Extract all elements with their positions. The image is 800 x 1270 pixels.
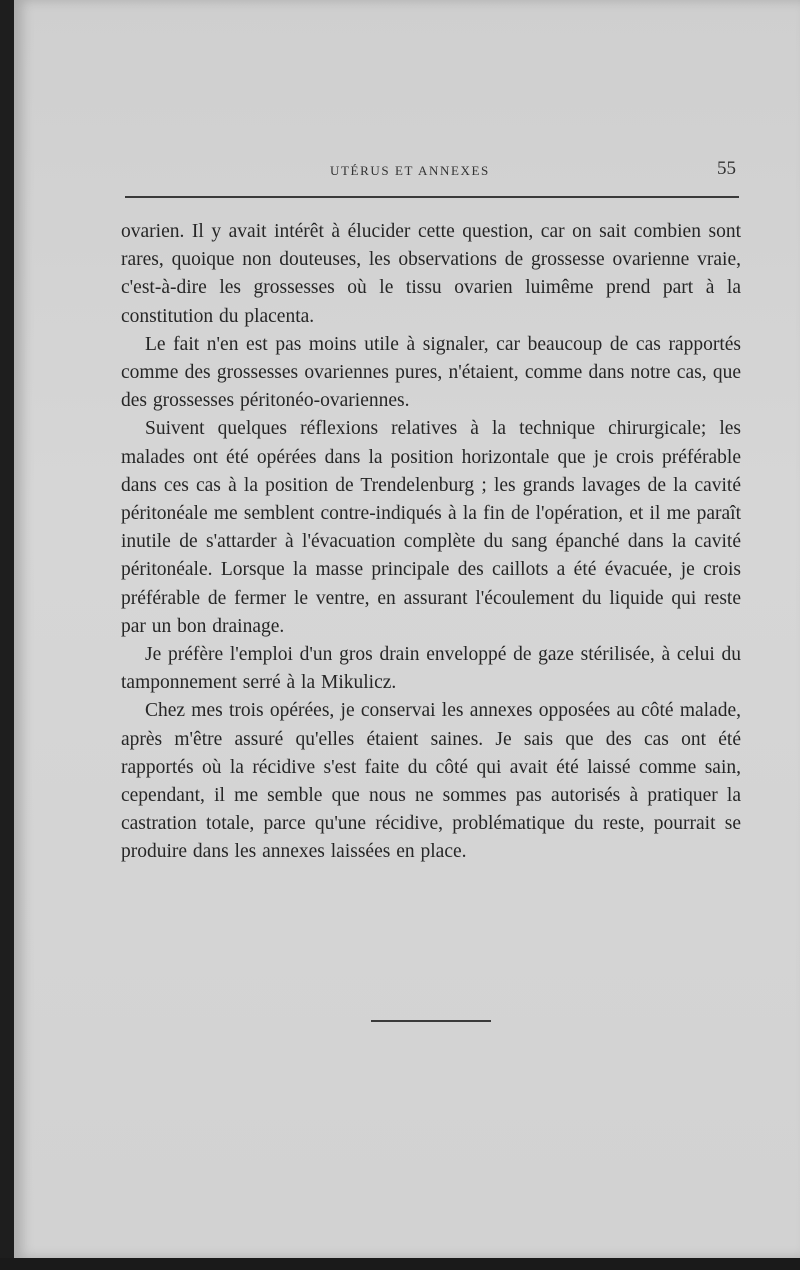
page-number: 55 [717,158,736,179]
paragraph: ovarien. Il y avait intérêt à élucider cette question, car on sait combien sont rares, quoique non douteuses, les observations de grossesse ovarienne vraie, c'est-à-dire les grossesses où le tissu ovarien luimême prend part à la constitution du placenta. [121,221,741,327]
paragraph: Le fait n'en est pas moins utile à signaler, car beaucoup de cas rapportés comme des grossesses ovariennes pures, n'étaient, comme dans notre cas, que des grossesses péritonéo-ovariennes. [121,333,741,412]
paragraph: Je préfère l'emploi d'un gros drain enveloppé de gaze stérilisée, à celui du tamponnement serré à la Mikulicz. [121,644,741,694]
paragraph: Suivent quelques réflexions relatives à la technique chirurgicale; les malades ont été opérées dans la position horizontale que je crois préférable dans ces cas à la position de Trendelenburg ; les grands lavages de la cavité péritonéale me semblent contre-indiqués à la fin de l'opération, et il me paraît inutile de s'attarder à l'évacuation complète du sang épanché dans la cavité péritonéale. Lorsque la masse principale des caillots a été évacuée, je crois préférable de fermer le ventre, en assurant l'écoulement du liquide qui reste par un bon drainage. [121,418,741,637]
scan-edge [0,1258,800,1270]
body-text [121,218,741,867]
end-rule [371,1020,491,1022]
header-rule [125,196,739,198]
book-page [14,0,800,1258]
paragraph: Chez mes trois opérées, je conservai les annexes opposées au côté malade, après m'être assuré qu'elles étaient saines. Je sais que des cas ont été rapportés où la récidive s'est faite du côté qui avait été laissé comme sain, cependant, il me semble que nous ne sommes pas autorisés à pratiquer la castration totale, parce qu'une récidive, problématique du reste, pourrait se produire dans les annexes laissées en place. [121,700,741,863]
running-head: UTÉRUS ET ANNEXES [330,163,490,178]
